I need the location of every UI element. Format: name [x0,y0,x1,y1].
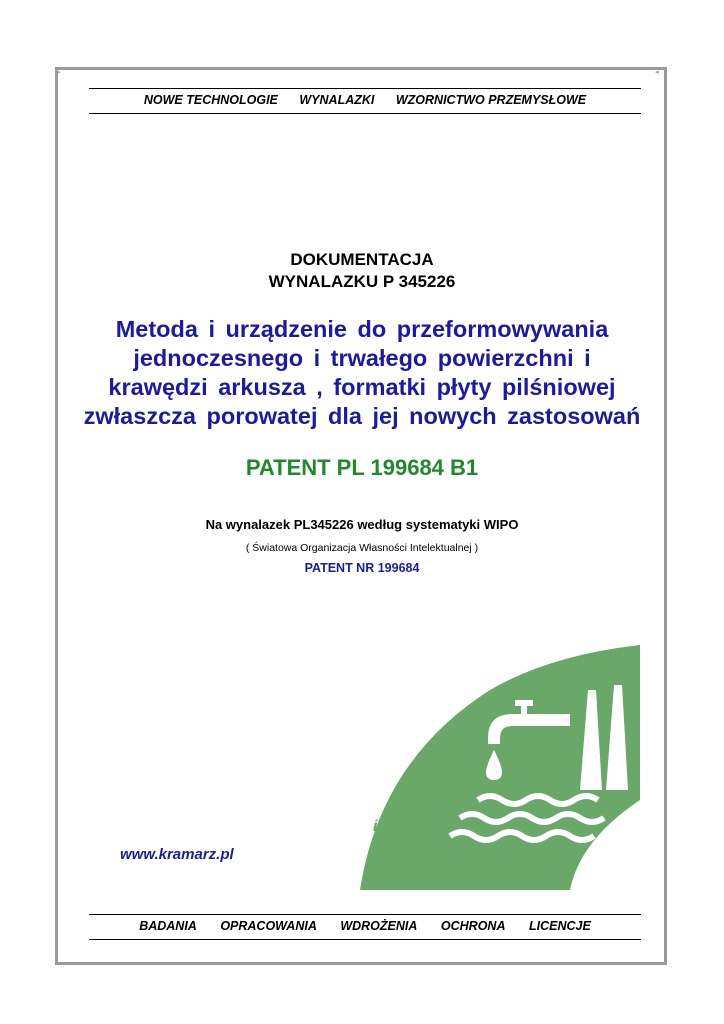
invention-title [40,315,684,431]
footer-nav-item: WDROŻENIA [340,919,418,933]
logo-text-kramarz: KRAMARZ [368,840,475,863]
footer-rule-top [89,914,641,915]
corner-marker-top-left: ▸ [57,69,61,76]
footer-nav [89,919,641,933]
doc-heading-line1: DOKUMENTACJA [290,250,434,269]
website-link[interactable]: www.kramarz.pl [120,846,234,863]
wipo-line: Na wynalazek PL345226 według systematyki WIPO [205,517,519,532]
header-nav-item: WZORNICTWO PRZEMYSŁOWE [395,93,587,107]
corner-marker-top-right: ◂ [655,69,659,76]
footer-nav-item: OPRACOWANIA [220,919,317,933]
header-rule-bottom [89,113,641,114]
invention-title-line: krawędzi arkusza , formatki płyty pilśniowej [108,374,616,400]
invention-title-line: Metoda i urządzenie do przeformowywania [115,316,609,342]
logo-text-inventor: inventor [373,818,437,835]
footer-nav-item: OCHRONA [440,919,506,933]
patent-number: PATENT NR 199684 [304,561,420,575]
footer-nav-item: BADANIA [139,919,197,933]
invention-title-line: jednoczesnego i trwałego powierzchni i [133,345,591,371]
header-rule-top [89,88,641,89]
footer-rule-bottom [89,939,641,940]
organization-line: ( Światowa Organizacja Własności Intelektualnej ) [245,542,479,554]
header-nav [89,93,641,107]
patent-title: PATENT PL 199684 B1 [245,455,479,480]
header-nav-item: WYNALAZKI [299,93,375,107]
doc-heading-line2: WYNALAZKU P 345226 [268,272,456,291]
footer-nav-item: LICENCJE [528,919,591,933]
header-nav-item: NOWE TECHNOLOGIE [143,93,278,107]
invention-title-line: zwłaszcza porowatej dla jej nowych zastosowań [83,403,641,429]
